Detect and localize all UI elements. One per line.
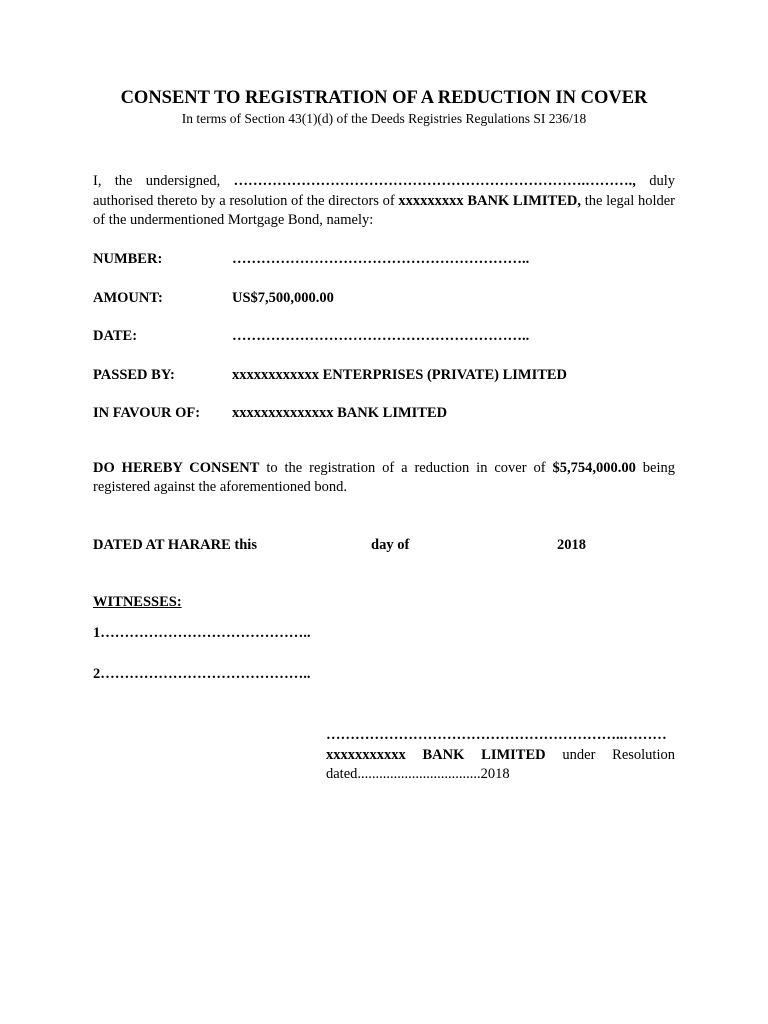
field-label: AMOUNT: [93, 289, 163, 306]
field-label: PASSED BY: [93, 366, 175, 383]
intro-paragraph [93, 172, 675, 231]
signatory-line [326, 746, 675, 766]
field-in-favour-of [93, 404, 675, 423]
consent-lead: DO HEREBY CONSENT [93, 459, 260, 476]
witness-line-2: 2…………………………………….. [93, 665, 311, 682]
witnesses-heading: WITNESSES: [93, 593, 182, 610]
bank-name: xxxxxxxxx BANK LIMITED, [398, 192, 581, 209]
signature-block [326, 726, 675, 785]
field-number [93, 250, 675, 269]
field-value: …………………………………………………….. [232, 327, 530, 344]
resolution-date: dated..................................2018 [326, 766, 510, 782]
intro-text-3: the legal holder of the undermentioned Mortgage Bond, namely: [93, 192, 676, 228]
reduction-amount: $5,754,000.00 [552, 459, 636, 476]
dated-day: day of [371, 536, 410, 553]
field-amount [93, 289, 675, 308]
consent-paragraph [93, 459, 675, 498]
signature-line: ……………………………………………………..……… [326, 727, 667, 743]
bond-fields [93, 250, 675, 423]
dated-line [93, 536, 675, 555]
document-title: CONSENT TO REGISTRATION OF A REDUCTION IN COVER [120, 88, 648, 108]
field-passed-by [93, 366, 675, 385]
document-page [93, 86, 675, 684]
signatory-resolution: under Resolution [545, 746, 675, 763]
witness-line-1: 1…………………………………….. [93, 624, 311, 641]
field-value: xxxxxxxxxxxx ENTERPRISES (PRIVATE) LIMITED [232, 366, 568, 383]
intro-text-1: I, the undersigned, [93, 173, 234, 189]
field-date [93, 327, 675, 346]
signatory-bank: xxxxxxxxxxx BANK LIMITED [326, 746, 546, 763]
field-value: xxxxxxxxxxxxxx BANK LIMITED [232, 404, 448, 421]
field-label: NUMBER: [93, 250, 163, 267]
document-subtitle: In terms of Section 43(1)(d) of the Deeds Registries Regulations SI 236/18 [181, 111, 587, 126]
dated-place: DATED AT HARARE this [93, 536, 257, 553]
consent-text-2: being registered against the aforementioned bond. [93, 459, 675, 495]
undersigned-blank: ……………………………………………………………….………., [233, 173, 636, 189]
consent-text-1: to the registration of a reduction in cover of [259, 459, 553, 476]
dated-year: 2018 [557, 536, 586, 553]
field-label: DATE: [93, 327, 138, 344]
field-value: US$7,500,000.00 [232, 289, 334, 306]
intro-text-2: duly authorised thereto by a resolution of the directors of [93, 173, 675, 209]
field-value: …………………………………………………….. [232, 250, 530, 267]
field-label: IN FAVOUR OF: [93, 404, 201, 421]
